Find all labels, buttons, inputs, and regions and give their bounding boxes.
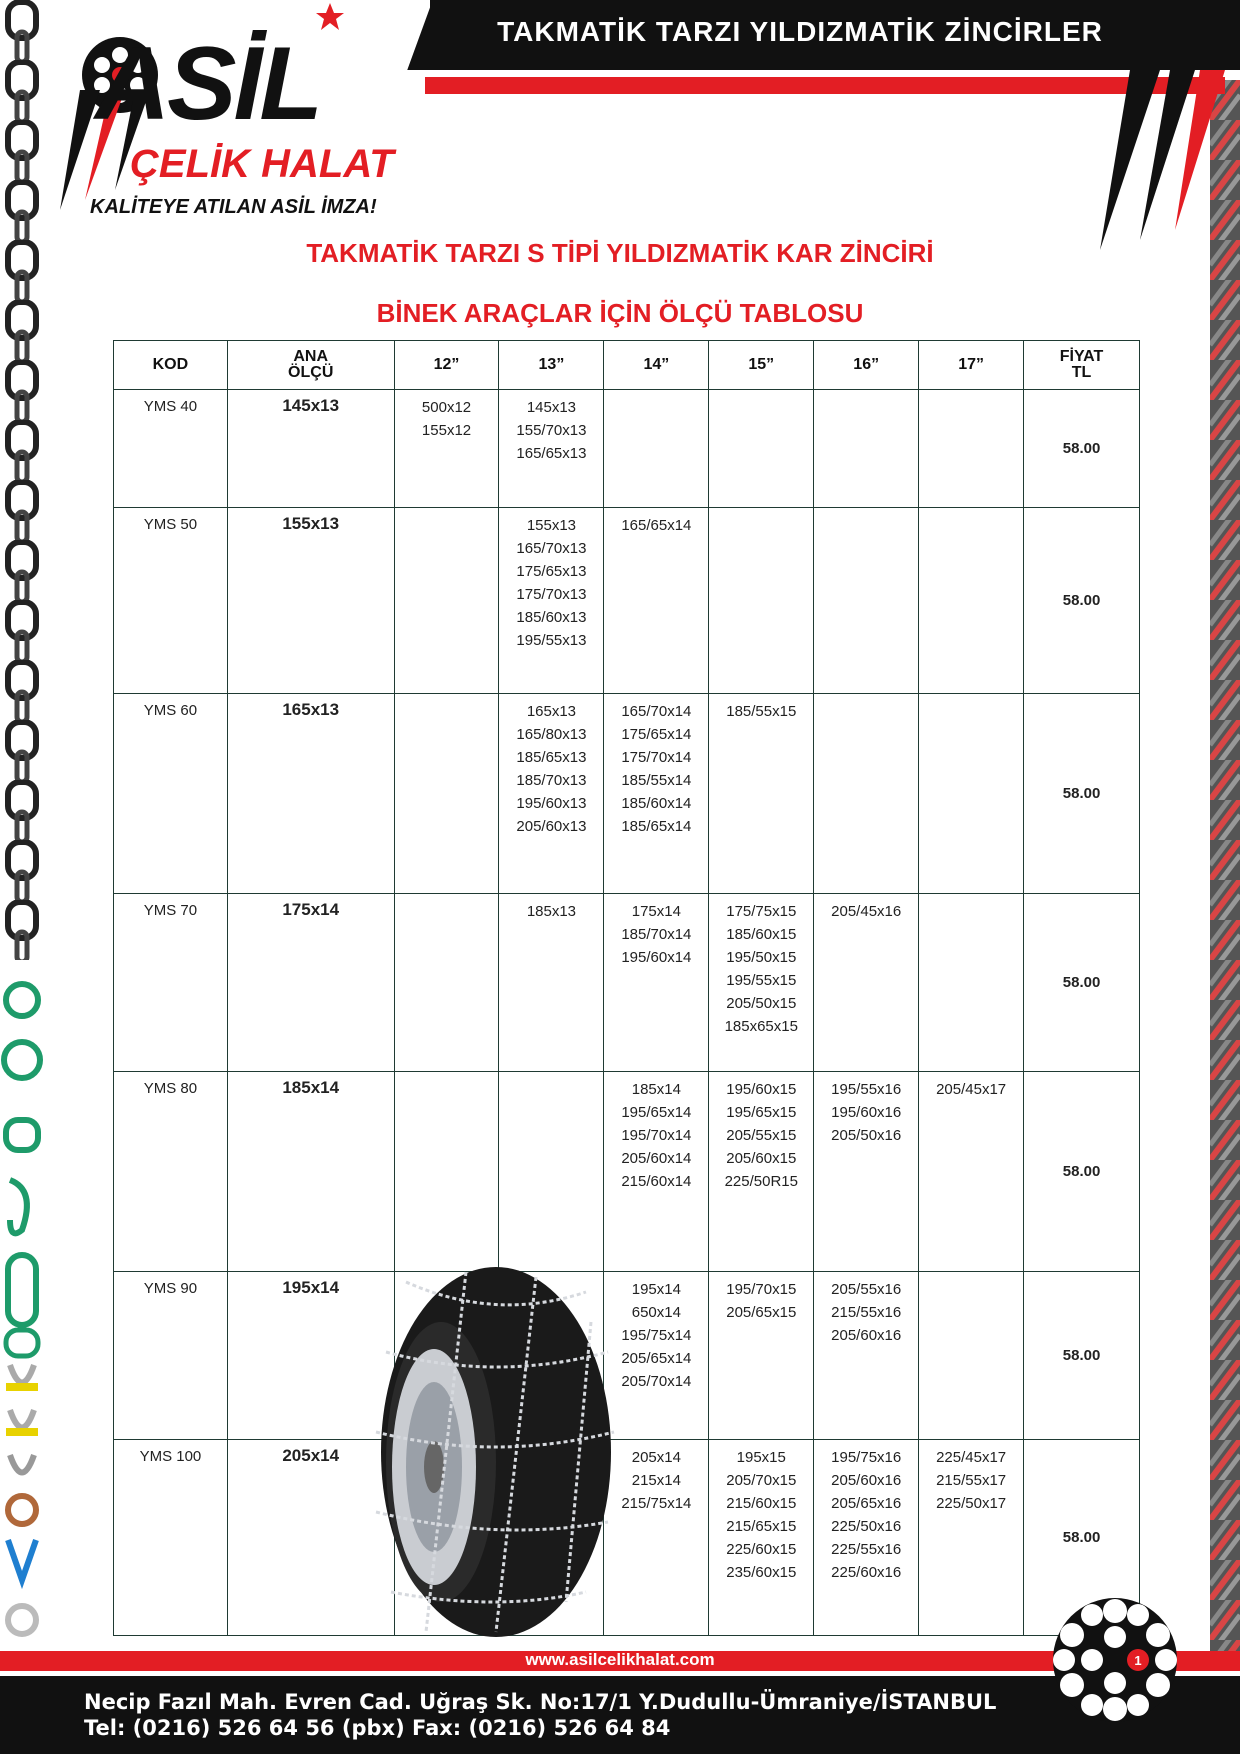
cell-14 [604, 1072, 709, 1272]
col-header-13: 13” [499, 341, 604, 390]
cell-16-text [814, 390, 918, 396]
cell-14 [604, 894, 709, 1072]
cell-fiyat-text: 58.00 [1062, 1347, 1101, 1364]
cell-fiyat-text: 58.00 [1062, 440, 1101, 457]
rope-badge-icon [1052, 1597, 1178, 1723]
cell-ana-olcu-text: 185x14 [282, 1078, 340, 1097]
fiyat-line2: TL [1071, 364, 1092, 381]
table-row [114, 1272, 1140, 1440]
cell-fiyat-text: 58.00 [1062, 592, 1101, 609]
table-row [114, 894, 1140, 1072]
cell-15-text: 185/55x15 [726, 703, 797, 720]
table-row [114, 1440, 1140, 1636]
cell-ana-olcu [227, 390, 394, 508]
cell-12 [394, 1072, 499, 1272]
cell-14-text: 165/65x14 [621, 517, 692, 534]
cell-12-text [395, 508, 499, 514]
cell-15-text: 195x15 205/70x15 215/60x15 215/65x15 225/60x15 235/60x15 [726, 1449, 797, 1581]
col-header-fiyat [1024, 341, 1140, 390]
cell-15 [709, 508, 814, 694]
cell-16 [814, 508, 919, 694]
cell-16-text: 205/45x16 [831, 903, 902, 920]
cell-12 [394, 508, 499, 694]
cell-13-text: 165x13 165/80x13 185/65x13 185/70x13 195/60x13 205/60x13 [516, 703, 587, 835]
cell-17-text: 225/45x17 215/55x17 225/50x17 [936, 1449, 1007, 1512]
cell-13 [499, 508, 604, 694]
cell-ana-olcu-text: 195x14 [282, 1278, 340, 1297]
company-logo [60, 0, 440, 230]
table-row [114, 390, 1140, 508]
footer-phone: Tel: (0216) 526 64 56 (pbx) Fax: (0216) 526 64 84 [84, 1716, 671, 1740]
cell-16 [814, 894, 919, 1072]
col-header-kod: KOD [114, 341, 228, 390]
cell-16-text: 195/55x16 195/60x16 205/50x16 [831, 1081, 902, 1144]
cell-kod-text: YMS 90 [143, 1280, 198, 1297]
cell-12-text: 500x12 155x12 [421, 399, 472, 439]
cell-17 [919, 390, 1024, 508]
ana-line2: ÖLÇÜ [288, 364, 334, 381]
cell-14 [604, 694, 709, 894]
logo-subtitle: ÇELİK HALAT [130, 142, 394, 186]
cell-17 [919, 1272, 1024, 1440]
logo-name: ASİL [95, 26, 320, 142]
cell-16-text [814, 694, 918, 700]
cell-fiyat [1024, 1072, 1140, 1272]
cell-ana-olcu [227, 1072, 394, 1272]
cell-17-text [919, 390, 1023, 396]
cell-14 [604, 1440, 709, 1636]
cell-15 [709, 390, 814, 508]
cell-17-text: 205/45x17 [936, 1081, 1007, 1098]
cell-kod [114, 508, 228, 694]
col-header-14: 14” [604, 341, 709, 390]
cell-14-text: 165/70x14 175/65x14 175/70x14 185/55x14 185/60x14 185/65x14 [621, 703, 692, 835]
cell-fiyat [1024, 1272, 1140, 1440]
cell-17-text [919, 1272, 1023, 1278]
page-number: 1 [1134, 1653, 1142, 1668]
cell-16-text [814, 508, 918, 514]
cell-14-text: 185x14 195/65x14 195/70x14 205/60x14 215/60x14 [621, 1081, 692, 1190]
cell-13 [499, 694, 604, 894]
cell-17 [919, 1072, 1024, 1272]
logo-slogan: KALİTEYE ATILAN ASİL İMZA! [90, 196, 377, 218]
cell-ana-olcu-text: 175x14 [282, 900, 340, 919]
cell-14-text: 195x14 650x14 195/75x14 205/65x14 205/70x14 [621, 1281, 692, 1390]
footer-website-link[interactable]: www.asilcelikhalat.com [525, 1650, 715, 1669]
cell-kod [114, 1072, 228, 1272]
cell-17 [919, 1440, 1024, 1636]
cell-ana-olcu-text: 165x13 [282, 700, 340, 719]
cell-kod-text: YMS 100 [139, 1448, 202, 1465]
tire-chain-photo [346, 1262, 616, 1642]
cell-15 [709, 1272, 814, 1440]
cell-kod-text: YMS 80 [143, 1080, 198, 1097]
cell-16-text: 195/75x16 205/60x16 205/65x16 225/50x16 225/55x16 225/60x16 [831, 1449, 902, 1581]
ana-line1: ANA [293, 348, 329, 365]
cell-16 [814, 390, 919, 508]
cell-kod-text: YMS 60 [143, 702, 198, 719]
cell-fiyat [1024, 894, 1140, 1072]
cell-12-text [395, 1072, 499, 1078]
cell-15 [709, 694, 814, 894]
col-header-15: 15” [709, 341, 814, 390]
cell-ana-olcu [227, 508, 394, 694]
cell-17-text [919, 694, 1023, 700]
cell-fiyat-text: 58.00 [1062, 1163, 1101, 1180]
cell-kod [114, 1440, 228, 1636]
cell-17 [919, 894, 1024, 1072]
cell-13 [499, 894, 604, 1072]
cell-15 [709, 1440, 814, 1636]
cell-13-text: 145x13 155/70x13 165/65x13 [516, 399, 587, 462]
cell-16-text: 205/55x16 215/55x16 205/60x16 [831, 1281, 902, 1344]
cell-fiyat-text: 58.00 [1062, 974, 1101, 991]
col-header-17: 17” [919, 341, 1024, 390]
main-heading: TAKMATİK TARZI S TİPİ YILDIZMATİK KAR ZİNCİRİ [306, 238, 934, 268]
cell-16 [814, 1272, 919, 1440]
cell-ana-olcu-text: 145x13 [282, 396, 340, 415]
cell-14-text: 205x14 215x14 215/75x14 [621, 1449, 692, 1512]
cell-kod [114, 390, 228, 508]
cell-16 [814, 1440, 919, 1636]
cell-12-text [395, 694, 499, 700]
cell-14 [604, 1272, 709, 1440]
cell-14-text: 175x14 185/70x14 195/60x14 [621, 903, 692, 966]
cell-13 [499, 1072, 604, 1272]
cell-kod [114, 894, 228, 1072]
cell-fiyat [1024, 508, 1140, 694]
cell-fiyat [1024, 390, 1140, 508]
col-header-ana-olcu [227, 341, 394, 390]
table-row [114, 508, 1140, 694]
cell-ana-olcu [227, 694, 394, 894]
cell-kod-text: YMS 50 [143, 516, 198, 533]
table-header-row [114, 341, 1140, 390]
cell-kod-text: YMS 70 [143, 902, 198, 919]
cell-17 [919, 694, 1024, 894]
table-row [114, 694, 1140, 894]
cell-12-text [395, 894, 499, 900]
cell-14 [604, 390, 709, 508]
table-row [114, 1072, 1140, 1272]
fiyat-line1: FİYAT [1059, 348, 1104, 365]
cell-ana-olcu-text: 205x14 [282, 1446, 340, 1465]
cell-kod [114, 1272, 228, 1440]
cell-15 [709, 1072, 814, 1272]
footer-address: Necip Fazıl Mah. Evren Cad. Uğraş Sk. No:17/1 Y.Dudullu-Ümraniye/İSTANBUL [84, 1690, 997, 1714]
cell-15-text: 195/60x15 195/65x15 205/55x15 205/60x15 225/50R15 [724, 1081, 798, 1190]
cell-fiyat-text: 58.00 [1062, 785, 1101, 802]
cell-17-text [919, 894, 1023, 900]
cell-ana-olcu [227, 894, 394, 1072]
cell-kod-text: YMS 40 [143, 398, 198, 415]
header-claw-decoration [1100, 70, 1230, 250]
cell-15-text: 175/75x15 185/60x15 195/50x15 195/55x15 205/50x15 185x65x15 [724, 903, 798, 1035]
sub-heading: BİNEK ARAÇLAR İÇİN ÖLÇÜ TABLOSU [376, 298, 864, 328]
cell-14-text [604, 390, 708, 396]
cell-kod [114, 694, 228, 894]
cell-15-text [709, 508, 813, 514]
cell-14 [604, 508, 709, 694]
cell-fiyat [1024, 694, 1140, 894]
cell-16 [814, 694, 919, 894]
header-title: TAKMATİK TARZI YILDIZMATİK ZİNCİRLER [497, 16, 1103, 47]
cell-12 [394, 390, 499, 508]
cell-13 [499, 390, 604, 508]
size-table [113, 340, 1140, 1636]
cell-13-text [499, 1072, 603, 1078]
cell-fiyat-text: 58.00 [1062, 1529, 1101, 1546]
cell-17 [919, 508, 1024, 694]
cell-13-text: 185x13 [526, 903, 577, 920]
cell-12 [394, 894, 499, 1072]
cell-16 [814, 1072, 919, 1272]
cell-15-text: 195/70x15 205/65x15 [726, 1281, 797, 1321]
cell-17-text [919, 508, 1023, 514]
cell-ana-olcu-text: 155x13 [282, 514, 340, 533]
cell-13-text: 155x13 165/70x13 175/65x13 175/70x13 185/60x13 195/55x13 [516, 517, 587, 649]
col-header-12: 12” [394, 341, 499, 390]
col-header-16: 16” [814, 341, 919, 390]
cell-12 [394, 694, 499, 894]
cell-15 [709, 894, 814, 1072]
cell-15-text [709, 390, 813, 396]
